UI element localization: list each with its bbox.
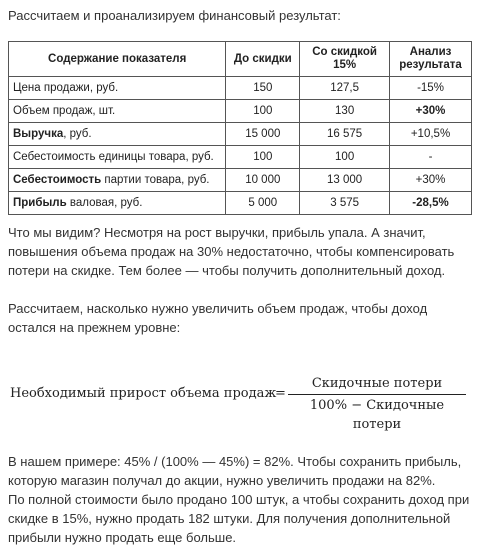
row-after: 3 575 — [300, 192, 390, 215]
row-before: 10 000 — [226, 169, 300, 192]
header-after-discount: Со скидкой 15% — [300, 42, 390, 77]
formula-numerator: Скидочные потери — [311, 376, 443, 391]
row-before: 100 — [226, 100, 300, 123]
row-indicator: Выручка, руб. — [9, 123, 226, 146]
row-indicator: Цена продажи, руб. — [9, 77, 226, 100]
table-row — [9, 146, 472, 169]
row-before: 150 — [226, 77, 300, 100]
example-paragraph — [8, 452, 478, 547]
calculation-intro-paragraph: Рассчитаем, насколько нужно увеличить объем продаж, чтобы доход остался на прежнем уровне: — [8, 301, 428, 335]
intro-text: Рассчитаем и проанализируем финансовый результат: — [8, 8, 341, 23]
row-analysis: -15% — [390, 77, 472, 100]
table-row — [9, 123, 472, 146]
row-after: 16 575 — [300, 123, 390, 146]
row-indicator: Объем продаж, шт. — [9, 100, 226, 123]
formula-equals: = — [275, 386, 286, 401]
header-before-discount: До скидки — [226, 42, 300, 77]
row-before: 5 000 — [226, 192, 300, 215]
row-indicator: Себестоимость единицы товара, руб. — [9, 146, 226, 169]
row-after: 130 — [300, 100, 390, 123]
table-row — [9, 100, 472, 123]
fraction-bar — [288, 394, 466, 395]
sales-growth-formula — [10, 374, 470, 432]
analysis-paragraph: Что мы видим? Несмотря на рост выручки, прибыль упала. А значит, повышения объема продаж на 30% недостаточно, чтобы компенсировать потери на скидке. Тем более — чтобы получить дополнительный доход. — [8, 225, 455, 278]
table-header-row — [9, 42, 472, 77]
formula-fraction — [288, 374, 466, 434]
row-after: 13 000 — [300, 169, 390, 192]
row-indicator: Себестоимость партии товара, руб. — [9, 169, 226, 192]
formula-lhs: Необходимый прирост объема продаж — [10, 386, 277, 401]
example-line-2: По полной стоимости было продано 100 штук, а чтобы сохранить доход при скидке в 15%, нужно продать 182 штуки. Для получения дополнительной прибыли нужно продать еще больше. — [8, 492, 470, 545]
table-row — [9, 169, 472, 192]
row-after: 127,5 — [300, 77, 390, 100]
row-before: 100 — [226, 146, 300, 169]
row-indicator: Прибыль валовая, руб. — [9, 192, 226, 215]
row-after: 100 — [300, 146, 390, 169]
header-analysis: Анализ результата — [390, 42, 472, 77]
financial-results-table — [8, 41, 472, 215]
table-row — [9, 77, 472, 100]
header-indicator: Содержание показателя — [9, 42, 226, 77]
row-analysis: - — [390, 146, 472, 169]
row-before: 15 000 — [226, 123, 300, 146]
row-analysis: +30% — [390, 100, 472, 123]
example-line-1: В нашем примере: 45% / (100% — 45%) = 82%. Чтобы сохранить прибыль, которую магазин получал до акции, нужно увеличить продажи на 82%. — [8, 454, 462, 488]
formula-denominator: 100% − Скидочные потери — [309, 398, 445, 432]
row-analysis: -28,5% — [390, 192, 472, 215]
row-analysis: +30% — [390, 169, 472, 192]
table-row — [9, 192, 472, 215]
row-analysis: +10,5% — [390, 123, 472, 146]
